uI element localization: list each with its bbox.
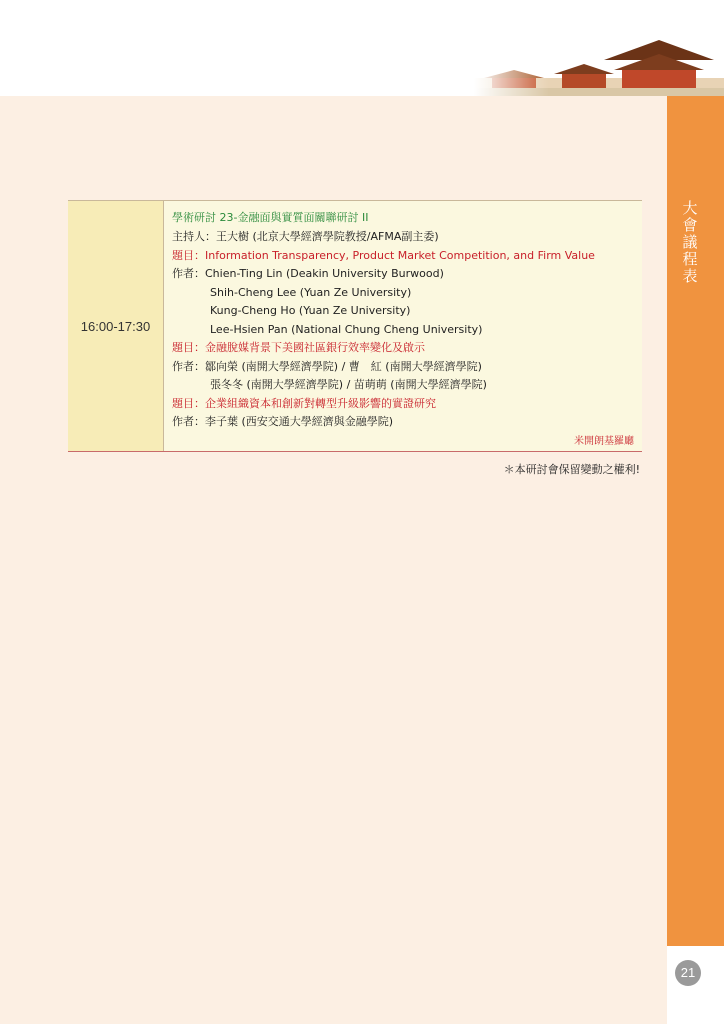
paper-author: 張冬冬 (南開大學經濟學院) / 苗萌萌 (南開大學經濟學院)	[210, 378, 487, 391]
paper-author: 作者：Chien-Ting Lin (Deakin University Burwood)	[172, 267, 444, 280]
paper-title	[172, 341, 425, 355]
paper-title-text: 企業組織資本和創新對轉型升級影響的實證研究	[205, 397, 436, 410]
session-title: 學術研討 23-金融面與實質面關聯研討 II	[172, 211, 369, 224]
session-host: 主持人：王大樹 (北京大學經濟學院教授/AFMA副主委)	[172, 230, 439, 243]
venue-note: 米開朗基羅廳	[574, 436, 634, 447]
paper-title-prefix: 題目：	[172, 341, 205, 354]
paper-author: 作者：鄒向榮 (南開大學經濟學院) / 曹 紅 (南開大學經濟學院)	[172, 360, 482, 373]
page-header	[0, 0, 724, 96]
session-time: 16:00-17:30	[80, 318, 151, 334]
paper-title-prefix: 題目：	[172, 249, 205, 262]
footnote: ＊本研討會保留變動之權利!	[503, 463, 640, 476]
paper-title-prefix: 題目：	[172, 397, 205, 410]
side-tab-char: 表	[682, 267, 698, 285]
paper-author: Kung-Cheng Ho (Yuan Ze University)	[210, 304, 411, 317]
session-details	[164, 201, 642, 451]
schedule-table	[68, 200, 642, 452]
time-cell	[68, 201, 164, 451]
side-tab-char: 大	[682, 199, 698, 217]
side-tab-gap	[667, 946, 724, 1024]
side-tab-char: 會	[682, 216, 698, 234]
paper-author: Lee-Hsien Pan (National Chung Cheng University)	[210, 323, 483, 336]
palace-illustration	[474, 30, 724, 100]
paper-title-text: 金融脫媒背景下美國社區銀行效率變化及啟示	[205, 341, 425, 354]
side-tab-title	[680, 200, 700, 285]
paper-title	[172, 397, 436, 411]
paper-title	[172, 249, 595, 263]
side-tab-char: 議	[682, 233, 698, 251]
side-tab-char: 程	[682, 250, 698, 268]
paper-title-text: Information Transparency, Product Market Competition, and Firm Value	[205, 249, 595, 262]
paper-author: Shih-Cheng Lee (Yuan Ze University)	[210, 286, 412, 299]
page-number: 21	[675, 960, 701, 986]
paper-author: 作者：李子葉 (西安交通大學經濟與金融學院)	[172, 415, 394, 428]
